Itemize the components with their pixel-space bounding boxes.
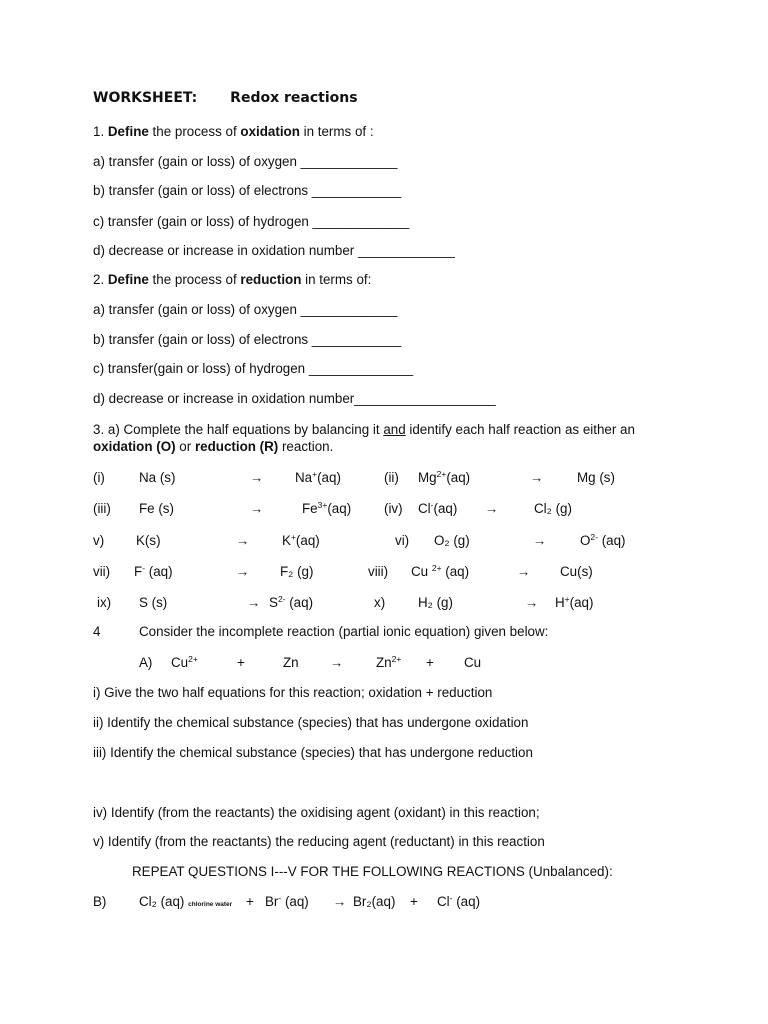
eq-product: Cu(s) (560, 564, 593, 579)
q1-item-c: c) transfer (gain or loss) of hydrogen _____________ (93, 214, 410, 229)
q4-item-ii: ii) Identify the chemical substance (species) that has undergone oxidation (93, 715, 529, 730)
eq-label: B) (93, 894, 107, 909)
worksheet-topic: Redox reactions (230, 90, 358, 106)
eq-label: (ii) (384, 470, 399, 485)
q2-item-c: c) transfer(gain or loss) of hydrogen ______________ (93, 361, 414, 376)
q4-number: 4 (93, 624, 101, 639)
arrow-icon: → (525, 595, 539, 610)
q4-item-i: i) Give the two half equations for this reaction; oxidation + reduction (93, 685, 493, 700)
arrow-icon: → (236, 564, 250, 579)
eq-reactant: F- (aq) (134, 563, 173, 579)
eq-label: (iv) (384, 501, 403, 516)
eq-label: vi) (395, 533, 410, 548)
q1-item-d: d) decrease or increase in oxidation number _____________ (93, 243, 455, 258)
eq-label: A) (139, 655, 153, 670)
plus-sign: + (410, 894, 418, 909)
eq-product: $Fe^{3+}(aq)$ (302, 500, 352, 516)
repeat-instruction: REPEAT QUESTIONS I---V FOR THE FOLLOWING REACTIONS (Unbalanced): (132, 864, 613, 879)
eq-product: $S^{2-}$ (aq) (269, 594, 314, 610)
arrow-icon: → (247, 595, 261, 610)
eq-product: Cl₂ (g) (534, 501, 572, 516)
q1-prompt: 1. Define the process of oxidation in terms of : (93, 124, 374, 139)
q3-prompt-line1: 3. a) Complete the half equations by balancing it and identify each half reaction as either an (93, 422, 635, 437)
worksheet-label: WORKSHEET: (93, 90, 198, 106)
eq-label: vii) (93, 564, 111, 579)
eq-product: $O^{2-}$ (aq) (580, 532, 626, 548)
q4-item-v: v) Identify (from the reactants) the reducing agent (reductant) in this reaction (93, 834, 545, 849)
arrow-icon: → (250, 501, 264, 516)
worksheet-title (93, 90, 358, 106)
eq-reactant: Br- (aq) (265, 893, 309, 909)
q2-item-d: d) decrease or increase in oxidation number___________________ (93, 391, 496, 406)
eq-product: F₂ (g) (280, 564, 314, 579)
q4-prompt: Consider the incomplete reaction (partial ionic equation) given below: (139, 624, 549, 639)
eq-label: v) (93, 533, 105, 548)
eq-label: (iii) (93, 501, 111, 516)
eq-reactant: Cl-(aq) (418, 500, 458, 516)
eq-reactant: Fe (s) (139, 501, 174, 516)
eq-product: Cu (464, 655, 482, 670)
eq-reactant: O₂ (g) (434, 533, 470, 548)
eq-reactant: K(s) (136, 533, 161, 548)
q4-item-iv: iv) Identify (from the reactants) the oxidising agent (oxidant) in this reaction; (93, 805, 540, 820)
arrow-icon: → (517, 564, 531, 579)
eq-product: Mg (s) (577, 470, 615, 485)
eq-reactant: S (s) (139, 595, 168, 610)
eq-reactant: H₂ (g) (418, 595, 453, 610)
eq-reactant: $Mg^{2+}(aq)$ (418, 469, 471, 485)
plus-sign: + (426, 655, 434, 670)
eq-reactant: Na (s) (139, 470, 176, 485)
arrow-icon: → (333, 894, 347, 909)
arrow-icon: → (236, 533, 250, 548)
eq-product: $Zn^{2+}$ (376, 654, 402, 670)
eq-product: Na+(aq) (295, 469, 341, 485)
eq-product: K+(aq) (282, 532, 320, 548)
eq-reactant: Cu $^{2+}$ (aq) (411, 563, 470, 579)
eq-reactant: $Cu^{2+}$ (171, 654, 198, 670)
eq-product: Cl- (aq) (437, 893, 481, 909)
eq-label: ix) (97, 595, 112, 610)
arrow-icon: → (250, 470, 264, 485)
q3-prompt-line2: oxidation (O) or reduction (R) reaction. (93, 439, 334, 454)
plus-sign: + (246, 894, 254, 909)
eq-product: Br₂(aq) (353, 894, 396, 909)
eq-product: H+(aq) (555, 594, 594, 610)
q2-prompt: 2. Define the process of reduction in terms of: (93, 272, 372, 287)
chlorine-water-note: chlorine water (188, 901, 233, 908)
eq-reactant: Cl₂ (aq) chlorine water (139, 894, 233, 909)
arrow-icon: → (485, 501, 499, 516)
q2-item-b: b) transfer (gain or loss) of electrons ____________ (93, 332, 402, 347)
q1-item-b: b) transfer (gain or loss) of electrons ____________ (93, 183, 402, 198)
eq-label: x) (374, 595, 386, 610)
plus-sign: + (237, 655, 245, 670)
q4-item-iii: iii) Identify the chemical substance (species) that has undergone reduction (93, 745, 533, 760)
arrow-icon: → (530, 470, 544, 485)
eq-label: (i) (93, 470, 105, 485)
eq-label: viii) (368, 564, 389, 579)
arrow-icon: → (533, 533, 547, 548)
arrow-icon: → (330, 655, 344, 670)
q1-item-a: a) transfer (gain or loss) of oxygen _____________ (93, 154, 398, 169)
q2-item-a: a) transfer (gain or loss) of oxygen _____________ (93, 302, 398, 317)
eq-reactant: Zn (283, 655, 299, 670)
